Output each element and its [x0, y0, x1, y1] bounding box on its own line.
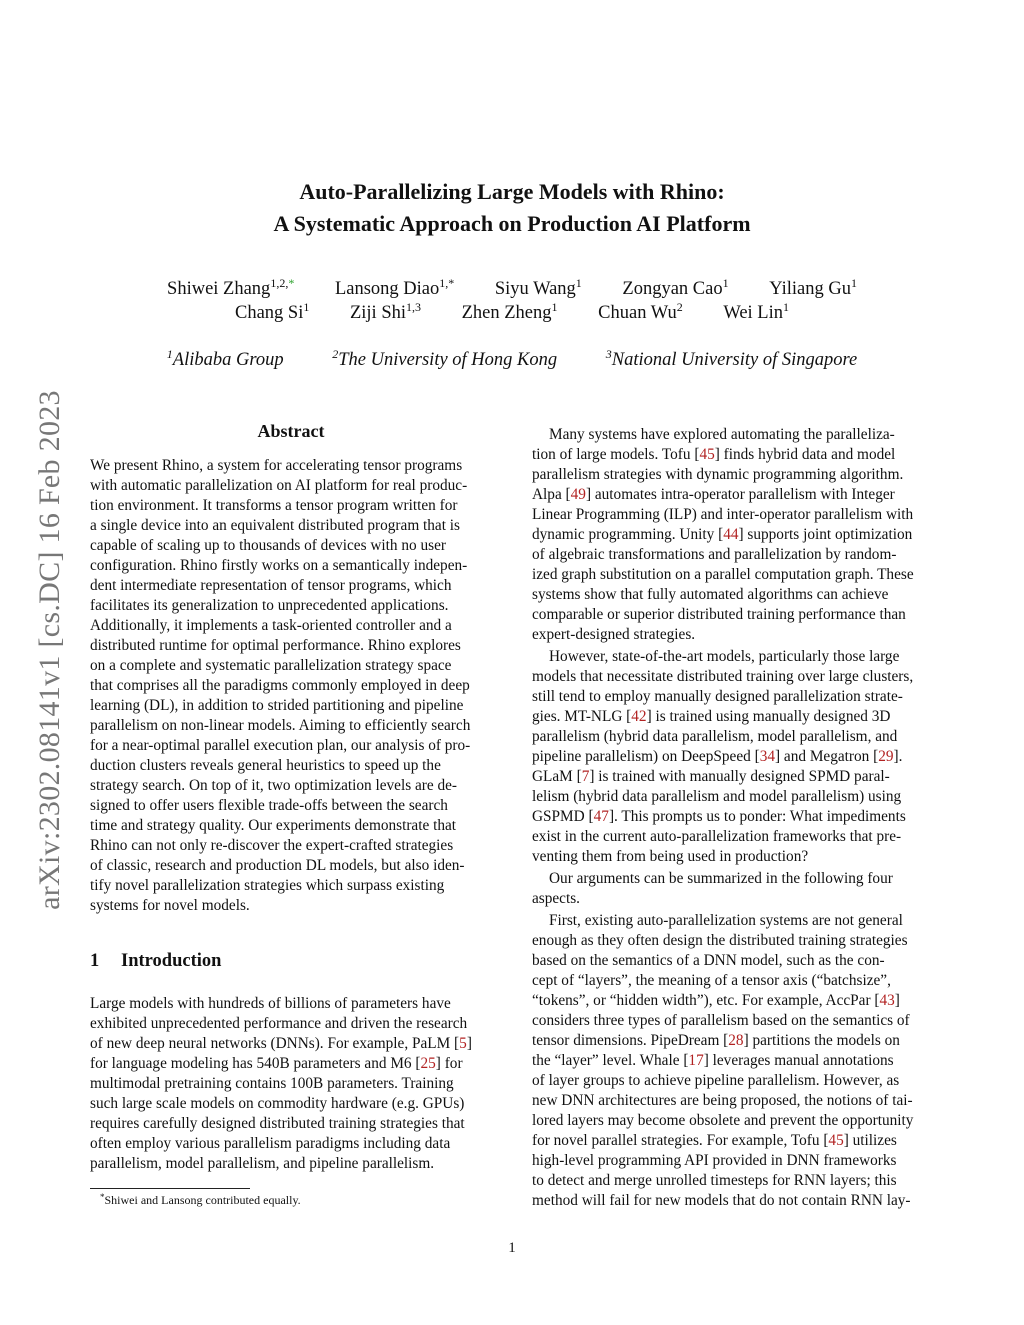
abstract-line: We present Rhino, a system for accelerating tensor programs	[90, 457, 463, 474]
title-line-1: Auto-Parallelizing Large Models with Rhino:	[299, 179, 725, 204]
footnote: *Shiwei and Lansong contributed equally.	[100, 1192, 301, 1207]
affiliation: $^1$Alibaba Group	[166, 347, 284, 370]
citation-link[interactable]: 44	[723, 526, 739, 543]
introduction-body: Large models with hundreds of billions of parameters have exhibited unprecedented performance and driven the research of new deep neural networks (DNNs). For example, PaLM [5] for language modeling has 540B parameters and M6 [25] for multimodal pretraining contains 100B parameters. Training such large scale models on commodity hardware (e.g. GPUs) requires carefully designed distributed training strategies that often employ various parallelism paradigms including data parallelism, model parallelism, and pipeline parallelism.	[90, 995, 472, 1172]
abstract-line: Rhino can not only re-discover the expert-crafted strategies	[90, 837, 454, 854]
citation-link[interactable]: 28	[728, 1032, 744, 1049]
affiliation: $^3$National University of Singapore	[605, 347, 858, 370]
paper-title	[0, 176, 1024, 240]
affiliation: $^2$The University of Hong Kong	[332, 347, 558, 370]
abstract-line: a single device into an equivalent distributed program that is	[90, 517, 461, 534]
abstract-line: duction clusters reveals general heuristics to speed up the	[90, 757, 441, 774]
citation-link[interactable]: 17	[688, 1052, 704, 1069]
abstract-line: dent intermediate representation of tensor programs, which	[90, 577, 452, 594]
title-line-2: A Systematic Approach on Production AI Platform	[273, 211, 751, 236]
abstract-line: tion environment. It transforms a tensor program written for	[90, 497, 458, 514]
abstract-line: on a complete and systematic parallelization strategy space	[90, 657, 452, 674]
citation-link[interactable]: 5	[459, 1035, 467, 1052]
citation-link[interactable]: 47	[593, 808, 609, 825]
author: Zongyan Cao$^1$	[622, 276, 729, 299]
author: Chuan Wu$^2$	[598, 300, 683, 323]
author: Shiwei Zhang$^{1,2,*}$	[167, 276, 295, 299]
author: Siyu Wang$^1$	[494, 276, 582, 299]
author: Chang Si$^1$	[234, 300, 310, 323]
abstract-line: learning (DL), in addition to strided partitioning and pipeline	[90, 697, 464, 714]
citation-link[interactable]: 43	[879, 992, 895, 1009]
author: Zhen Zheng$^1$	[461, 300, 558, 323]
abstract-line: tify novel parallelization strategies which surpass existing	[90, 877, 445, 894]
citation-link[interactable]: 42	[631, 708, 647, 725]
abstract-line: of classic, research and production DL models, but also iden-	[90, 857, 465, 874]
abstract-line: Additionally, it implements a task-oriented controller and a	[90, 617, 452, 634]
abstract-body	[90, 456, 492, 916]
abstract-line: time and strategy quality. Our experiments demonstrate that	[90, 817, 457, 834]
abstract-line: configuration. Rhino firstly works on a semantically indepen-	[90, 557, 468, 574]
abstract-line: with automatic parallelization on AI platform for real produc-	[90, 477, 468, 494]
authors-row-1	[0, 276, 1024, 300]
citation-link[interactable]: 25	[420, 1055, 436, 1072]
author: Yiliang Gu$^1$	[769, 276, 857, 299]
abstract-line: signed to offer users flexible trade-offs between the search	[90, 797, 448, 814]
abstract-line: for a near-optimal parallel execution plan, our analysis of pro-	[90, 737, 471, 754]
citation-link[interactable]: 49	[570, 486, 586, 503]
affiliations	[0, 347, 1024, 371]
abstract-heading: Abstract	[257, 421, 325, 441]
abstract-line: facilitates its generalization to unprecedented applications.	[90, 597, 449, 614]
footnote-rule	[90, 1188, 250, 1189]
abstract-line: capable of scaling up to thousands of devices with no user	[90, 537, 446, 554]
section-heading-introduction: 1 Introduction	[90, 951, 222, 971]
citation-link[interactable]: 45	[828, 1132, 844, 1149]
abstract-line: distributed runtime for optimal performance. Rhino explores	[90, 637, 461, 654]
right-column-body: Many systems have explored automating the paralleliza- tion of large models. Tofu [45] finds hybrid data and model parallelism strategies with dynamic programming algorithm. Alpa [49] automates intra-operator parallelism with Integer Linear Programming (ILP) and inter-operator parallelism with dynamic programming. Unity [44] supports joint optimization of algebraic transformations and parallelization by random- ized graph substitution on a parallel computation graph. These systems show that fully automated algorithms can achieve comparable or superior distributed training performance than expert-designed strategies. However, state-of-the-art models, particularly those large models that necessitate distributed training over large clusters, still tend to employ manually designed parallelization strate- gies. MT-NLG [42] is trained using manually designed 3D parallelism (hybrid data parallelism, model parallelism, and pipeline parallelism) on DeepSpeed [34] and Megatron [29]. GLaM [7] is trained with manually designed SPMD paral- lelism (hybrid data parallelism and model parallelism) using GSPMD [47]. This prompts us to ponder: What impediments exist in the current auto-parallelization frameworks that pre- venting them from being used in production? Our arguments can be summarized in the following four aspects. First, existing auto-parallelization systems are not general enough as they often design the distributed training strategies based on the semantics of a DNN model, such as the con- cept of “layers”, the meaning of a tensor axis (“batchsize”, “tokens”, or “hidden width”), etc. For example, AccPar [43] considers three types of parallelism based on the semantics of tensor dimensions. PipeDream [28] partitions the models on the “layer” level. Whale [17] leverages manual annotations of layer groups to achieve pipeline parallelism. However, as new DNN architectures are being proposed, the notions of tai- lored layers may become obsolete and prevent the opportunity for novel parallel strategies. For example, Tofu [45] utilizes high-level programming API provided in DNN frameworks to detect and merge unrolled timesteps for RNN layers; this method will fail for new models that do not contain RNN lay-	[532, 426, 914, 1209]
abstract-line: systems for novel models.	[90, 897, 250, 914]
citation-link[interactable]: 7	[581, 768, 590, 785]
abstract-line: strategy search. On top of it, two optimization levels are de-	[90, 777, 458, 794]
abstract-line: parallelism on non-linear models. Aiming to efficiently search	[90, 717, 471, 734]
author: Ziji Shi$^{1,3}$	[349, 300, 421, 323]
citation-link[interactable]: 34	[759, 748, 775, 765]
arxiv-side-label: arXiv:2302.08141v1 [cs.DC] 16 Feb 2023	[33, 390, 66, 910]
abstract-line: that comprises all the paradigms commonly employed in deep	[90, 677, 470, 694]
page-number: 1	[508, 1240, 516, 1256]
author: Wei Lin$^1$	[723, 300, 789, 323]
citation-link[interactable]: 29	[878, 748, 894, 765]
author: Lansong Diao$^{1,*}$	[334, 276, 455, 299]
authors-row-2	[0, 300, 1024, 324]
citation-link[interactable]: 45	[699, 446, 715, 463]
